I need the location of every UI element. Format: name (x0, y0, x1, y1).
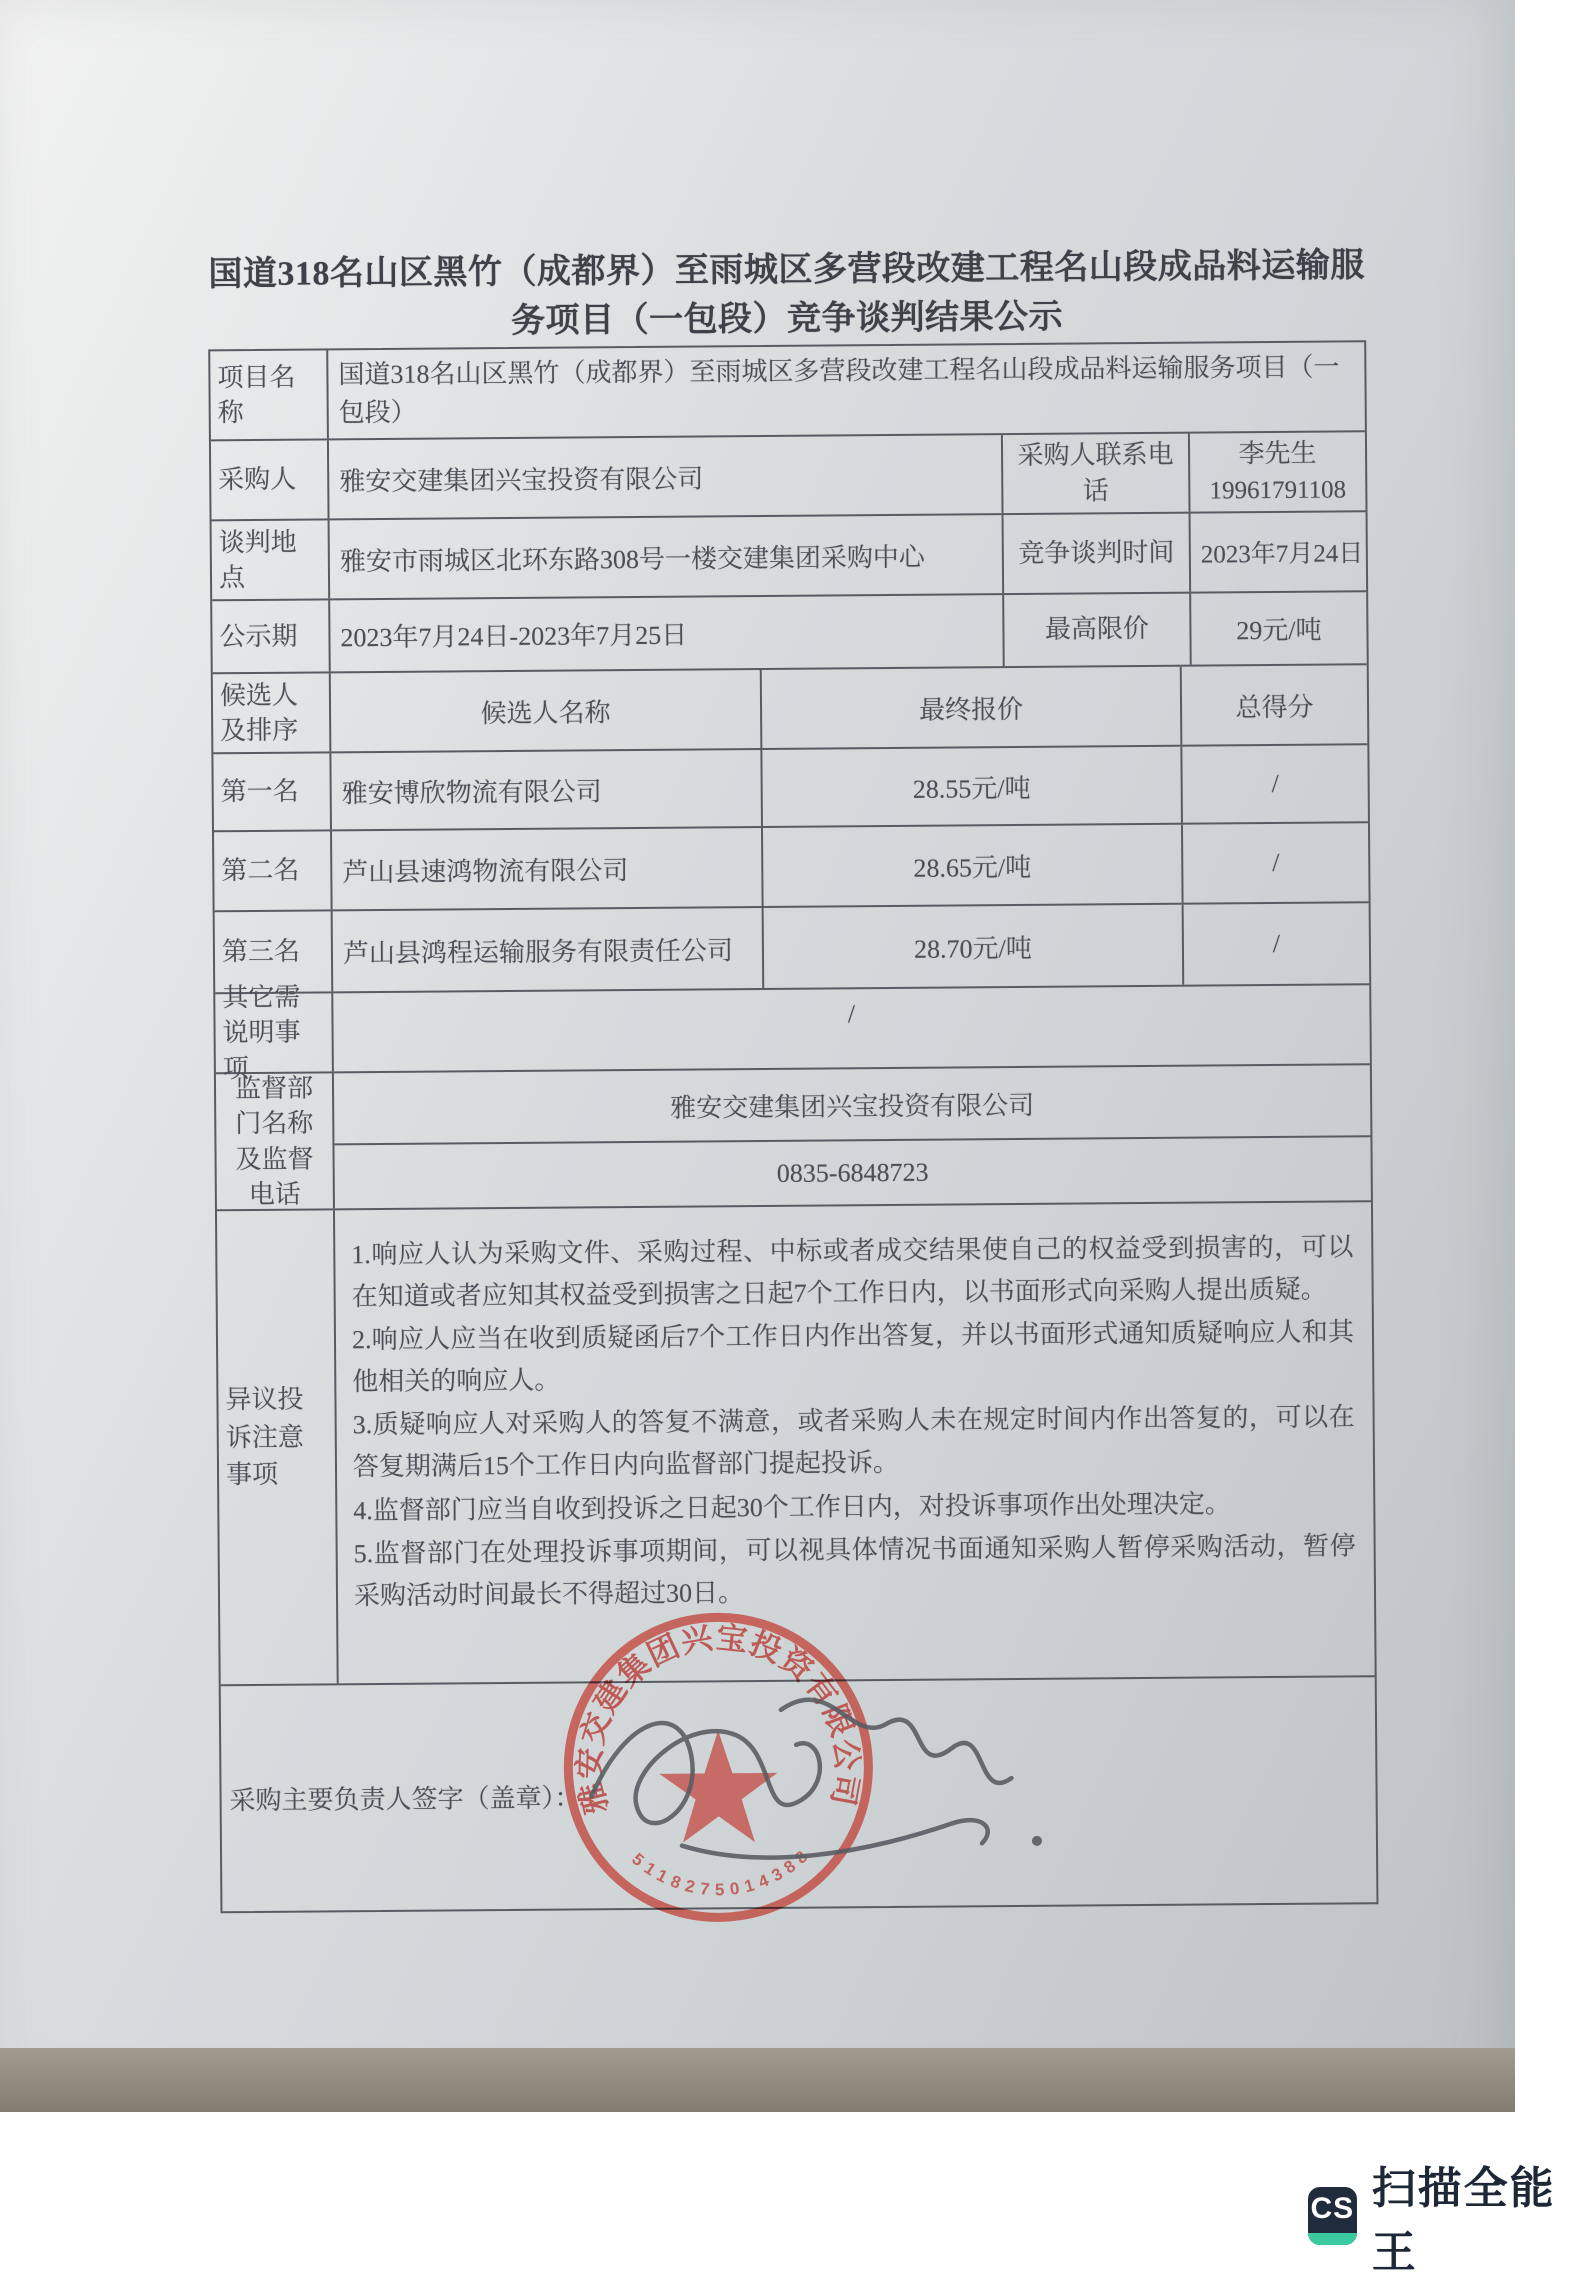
candidate-rank: 第三名 (215, 911, 334, 992)
project-label: 项目名称 (210, 350, 329, 439)
candidate-price: 28.70元/吨 (764, 905, 1185, 988)
table-row-candidates-header (213, 665, 1368, 754)
cs-initials: CS (1310, 2192, 1355, 2225)
company-stamp (530, 1592, 1193, 1947)
objection-item: 4.监督部门应当自收到投诉之日起30个工作日内，对投诉事项作出处理决定。 (353, 1488, 1231, 1525)
candidates-name-header: 候选人名称 (331, 670, 763, 751)
max-price-value: 29元/吨 (1236, 615, 1322, 646)
supervision-values (334, 1065, 1371, 1208)
purchaser-label: 采购人 (211, 440, 330, 519)
negotiation-time-label: 竞争谈判时间 (1004, 514, 1192, 593)
max-price-label: 最高限价 (1004, 594, 1192, 666)
purchaser-value: 雅安交建集团兴宝投资有限公司 (329, 435, 1004, 518)
table-row-other-notes (215, 982, 1370, 1083)
other-notes-label: 其它需说明事项 (215, 993, 334, 1072)
other-notes-value: / (847, 999, 856, 1029)
candidate-price: 28.55元/吨 (762, 747, 1183, 826)
contact-phone-label: 采购人联系电话 (1003, 434, 1191, 513)
supervision-phone: 0835-6848723 (776, 1157, 929, 1188)
table-row-purchaser (211, 432, 1366, 521)
candidate-score: / (1272, 847, 1280, 877)
supervision-name: 雅安交建集团兴宝投资有限公司 (334, 1065, 1371, 1145)
stamp-code-text: 5118275014388 (628, 1847, 812, 1900)
table-row-candidate-3 (215, 903, 1370, 994)
table-row-publicity (212, 592, 1367, 674)
candidate-name: 芦山县鸿程运输服务有限责任公司 (333, 908, 765, 991)
table-row-supervision (216, 1065, 1371, 1211)
camscanner-logo-icon (1308, 2187, 1357, 2245)
stamp-star-icon (659, 1730, 778, 1843)
candidate-rank: 第二名 (214, 831, 333, 910)
cs-logo-strip (1308, 2233, 1357, 2245)
table-row-candidate-1 (213, 745, 1368, 832)
project-value: 国道318名山区黑竹（成都界）至雨城区多营段改建工程名山段成品料运输服务项目（一包段） (338, 352, 1340, 428)
objection-item: 1.响应人认为采购文件、采购过程、中标或者成交结果使自己的权益受到损害的，可以在知道或者应知其权益受到损害之日起7个工作日内，以书面形式向采购人提出质疑。 (351, 1232, 1354, 1311)
supervision-label: 监督部门名称及监督电话 (216, 1073, 335, 1209)
table-row-candidate-2 (214, 823, 1369, 912)
objection-label: 异议投诉注意事项 (217, 1210, 339, 1684)
negotiation-time-value: 2023年7月24日 (1200, 540, 1364, 569)
contact-name: 李先生 (1238, 438, 1317, 469)
publicity-label: 公示期 (212, 600, 331, 672)
candidate-score: / (1272, 928, 1281, 958)
signature-label: 采购主要负责人签字（盖章）： (229, 1783, 581, 1816)
candidate-score: / (1271, 768, 1279, 798)
page-title: 国道318名山区黑竹（成都界）至雨城区多营段改建工程名山段成品料运输服务项目（一包段）竞争谈判结果公示 (208, 247, 1365, 341)
candidate-rank: 第一名 (213, 753, 332, 830)
negotiation-place-label: 谈判地点 (212, 520, 331, 599)
candidates-rank-header: 候选人及排序 (213, 673, 332, 752)
candidate-name: 芦山县速鸿物流有限公司 (332, 828, 764, 909)
publicity-value: 2023年7月24日-2023年7月25日 (330, 595, 1005, 671)
table-row-negotiation (212, 512, 1367, 601)
table-row-project (210, 342, 1365, 441)
candidate-price: 28.65元/吨 (763, 825, 1184, 906)
candidates-score-header: 总得分 (1235, 692, 1314, 722)
contact-phone-value (1190, 432, 1366, 511)
objection-item: 2.响应人应当在收到质疑函后7个工作日内作出答复，并以书面形式通知质疑响应人和其他相关的响应人。 (351, 1317, 1355, 1397)
objection-item: 3.质疑响应人对采购人的答复不满意，或者采购人未在规定时间内作出答复的，可以在答复期满后15个工作日内向监督部门提起投诉。 (352, 1402, 1355, 1482)
signature-ink (591, 1698, 1042, 1859)
objection-item: 5.监督部门在处理投诉事项期间，可以视具体情况书面通知采购人暂停采购活动，暂停采购活动时间最长不得超过30日。 (353, 1531, 1356, 1610)
stamp-company-text: 雅安交建集团兴宝投资有限公司 (571, 1619, 866, 1818)
camscanner-app-name: 扫描全能王 (1371, 2164, 1556, 2277)
negotiation-place-value: 雅安市雨城区北环东路308号一楼交建集团采购中心 (330, 515, 1005, 598)
candidates-price-header: 最终报价 (762, 667, 1183, 748)
contact-phone: 19961791108 (1209, 476, 1347, 505)
camscanner-watermark (1308, 2152, 1587, 2280)
candidate-name: 雅安博欣物流有限公司 (331, 750, 763, 829)
